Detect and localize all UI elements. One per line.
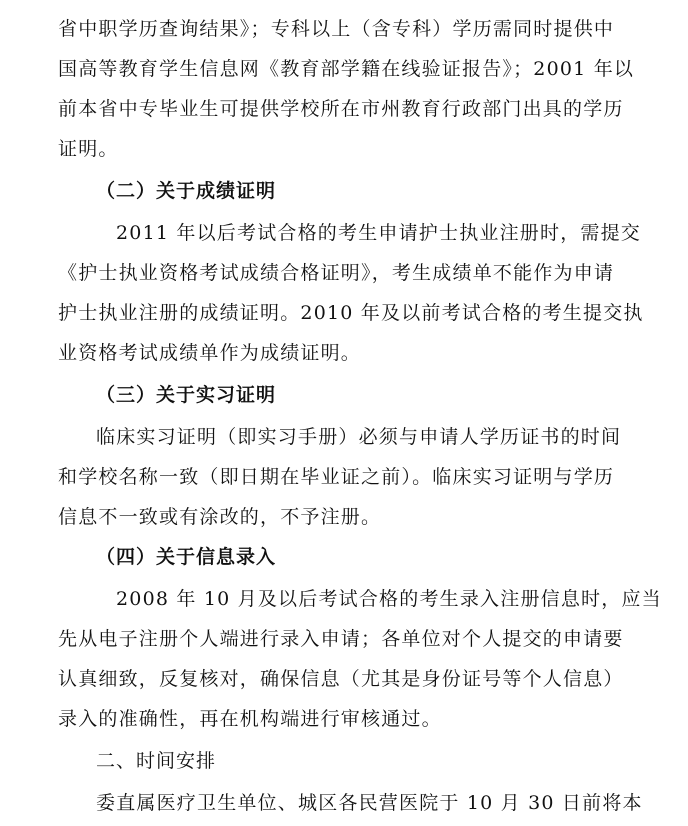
- paragraph-line: 临床实习证明（即实习手册）必须与申请人学历证书的时间: [96, 426, 622, 448]
- paragraph-line: 省中职学历查询结果》；专科以上（含专科）学历需同时提供中: [58, 18, 615, 40]
- paragraph-line: 先从电子注册个人端进行录入申请；各单位对个人提交的申请要: [58, 628, 624, 650]
- paragraph-line: 护士执业注册的成绩证明。2010 年及以前考试合格的考生提交执: [58, 302, 644, 324]
- paragraph-line: 信息不一致或有涂改的，不予注册。: [58, 506, 382, 528]
- section-heading-internship: （三）关于实习证明: [96, 384, 277, 406]
- section-heading-info-entry: （四）关于信息录入: [96, 546, 277, 568]
- paragraph-line: 委直属医疗卫生单位、城区各民营医院于 10 月 30 日前将本: [96, 792, 643, 814]
- section-heading-schedule: 二、时间安排: [96, 750, 217, 772]
- paragraph-line: 前本省中专毕业生可提供学校所在市州教育行政部门出具的学历: [58, 98, 624, 120]
- paragraph-line: 证明。: [58, 138, 119, 160]
- paragraph-line: 和学校名称一致（即日期在毕业证之前）。临床实习证明与学历: [58, 466, 615, 488]
- paragraph-line: 《护士执业资格考试成绩合格证明》，考生成绩单不能作为申请: [58, 262, 615, 284]
- paragraph-line: 录入的准确性，再在机构端进行审核通过。: [58, 708, 442, 730]
- section-heading-grades: （二）关于成绩证明: [96, 180, 277, 202]
- paragraph-line: 国高等教育学生信息网《教育部学籍在线验证报告》；2001 年以: [58, 58, 635, 80]
- paragraph-line: 2011 年以后考试合格的考生申请护士执业注册时，需提交: [116, 222, 641, 244]
- paragraph-line: 认真细致，反复核对，确保信息（尤其是身份证号等个人信息）: [58, 668, 624, 690]
- paragraph-line: 业资格考试成绩单作为成绩证明。: [58, 342, 362, 364]
- paragraph-line: 2008 年 10 月及以后考试合格的考生录入注册信息时，应当: [116, 588, 662, 610]
